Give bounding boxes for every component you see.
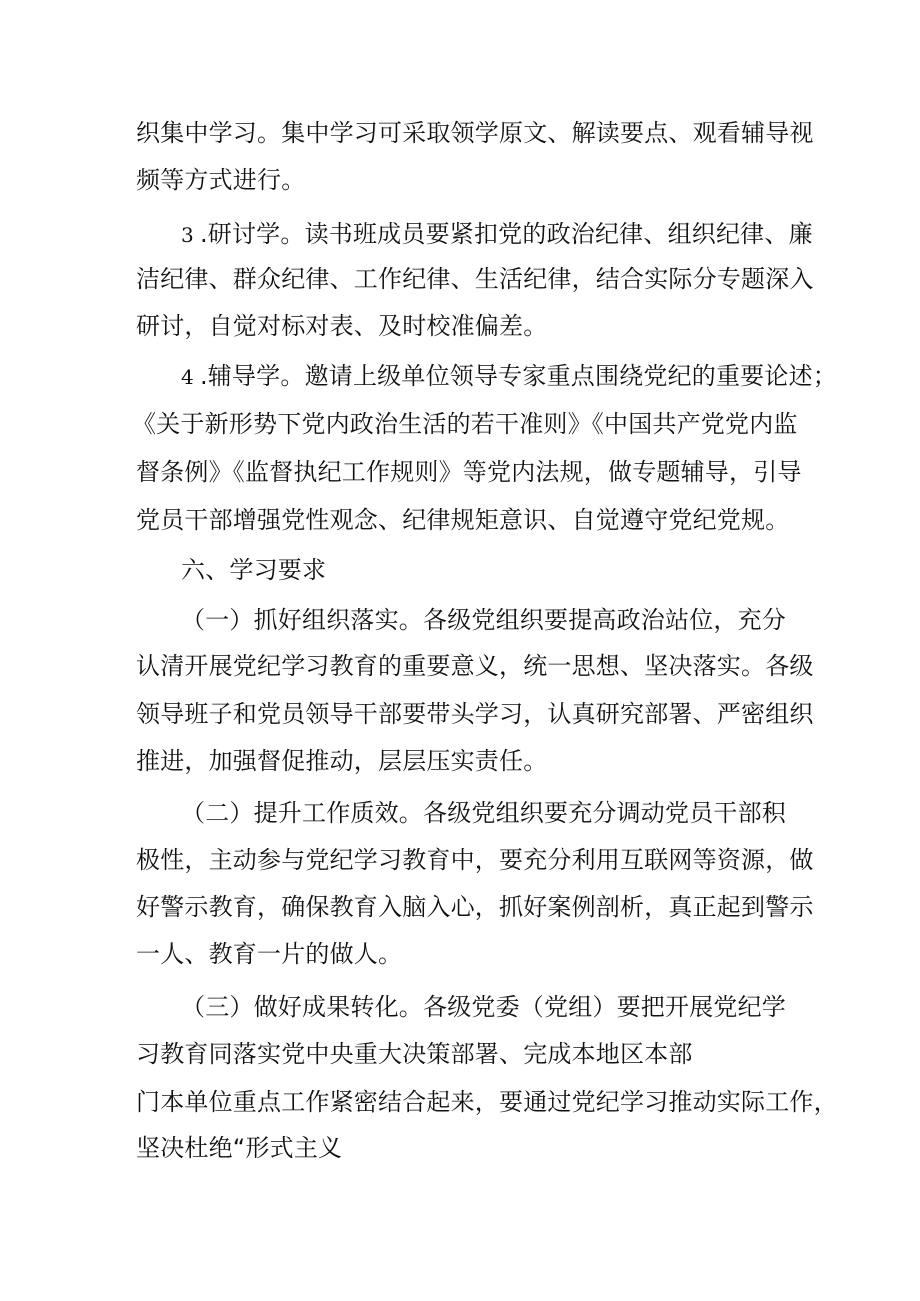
text-line: 洁纪律、群众纪律、工作纪律、生活纪律，结合实际分专题深入 (136, 265, 814, 293)
text-line: 推进，加强督促推动，层层压实责任。 (136, 747, 548, 775)
text-line: 认清开展党纪学习教育的重要意义，统一思想、坚决落实。各级 (136, 652, 814, 680)
text-line: （一）抓好组织落实。各级党组织要提高政治站位，充分 (181, 606, 786, 634)
text-line: 织集中学习。集中学习可采取领学原文、解读要点、观看辅导视 (136, 119, 814, 147)
text-line: 一人、教育一片的做人。 (136, 940, 403, 968)
text-line: 研讨，自觉对标对表、及时校准偏差。 (136, 312, 548, 340)
text-line: 频等方式进行。 (136, 166, 306, 194)
text-line: 习教育同落实党中央重大决策部署、完成本地区本部 (136, 1040, 693, 1068)
text-line: 督条例》《监督执纪工作规则》等党内法规，做专题辅导，引导 (136, 458, 802, 486)
list-item-3 (181, 214, 813, 254)
text-line: 好警示教育，确保教育入脑入心，抓好案例剖析，真正起到警示 (136, 893, 814, 921)
item-number: 4 (181, 365, 194, 389)
section-heading: 六、学习要求 (181, 556, 327, 584)
text-line: 门本单位重点工作紧密结合起来，要通过党纪学习推动实际工作， (136, 1088, 838, 1116)
item-number: 3 (181, 223, 194, 247)
text-line: （二）提升工作质效。各级党组织要充分调动党员干部积 (181, 799, 786, 827)
text-line: .辅导学。邀请上级单位领导专家重点围绕党纪的重要论述； (199, 362, 837, 390)
text-line: 坚决杜绝“形式主义 (136, 1134, 343, 1162)
list-item-4 (181, 356, 837, 396)
text-line: （三）做好成果转化。各级党委（党组）要把开展党纪学 (181, 993, 786, 1021)
text-line: 领导班子和党员领导干部要带头学习，认真研究部署、严密组织 (136, 700, 814, 728)
text-line: 《关于新形势下党内政治生活的若干准则》《中国共产党党内监 (132, 410, 798, 438)
text-line: .研讨学。读书班成员要紧扣党的政治纪律、组织纪律、廉 (199, 220, 813, 248)
text-line: 党员干部增强党性观念、纪律规矩意识、自觉遵守党纪党规。 (136, 506, 790, 534)
text-line: 极性，主动参与党纪学习教育中，要充分利用互联网等资源，做 (136, 846, 814, 874)
